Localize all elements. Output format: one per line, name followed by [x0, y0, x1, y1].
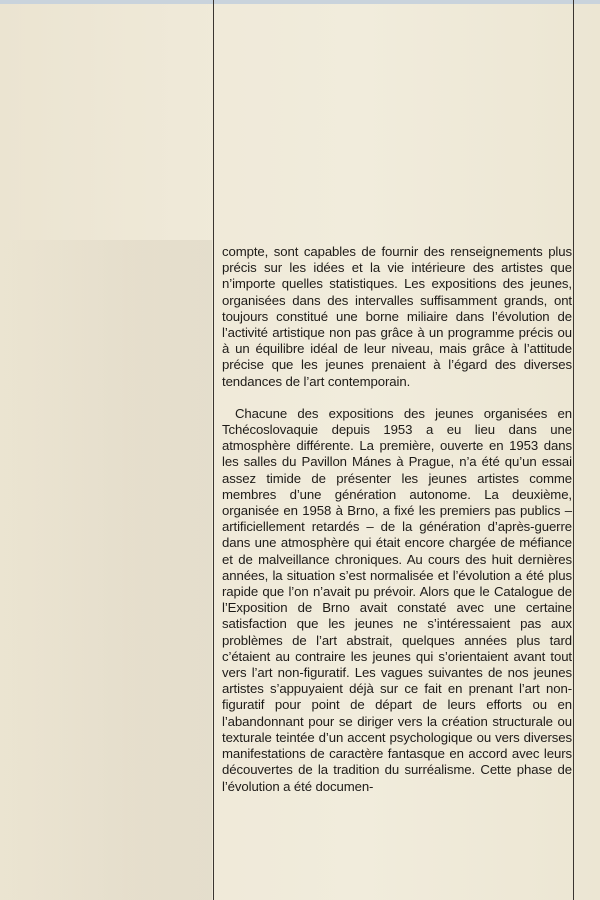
show-through-area — [0, 240, 212, 900]
paragraph-1: compte, sont capables de fournir des renseignements plus précis sur les idées et la vie intérieure des artistes que n’importe quelles statistiques. Les expositions des jeunes, organisées dans des intervalles suffisamment grands, ont toujours constitué une borne miliaire dans l’évolution de l’activité artistique non pas grâce à un programme précis ou à un équilibre idéal de leur niveau, mais grâce à l’attitude précise que les jeunes prenaient à l’égard des diverses tendances de l’art contemporain. — [222, 244, 572, 389]
column-rule-left — [213, 0, 214, 900]
page-top-edge — [0, 0, 600, 4]
paragraph-2: Chacune des expositions des jeunes organisées en Tchécoslovaquie depuis 1953 a eu lieu dans une atmosphère différente. La première, ouverte en 1953 dans les salles du Pavillon Mánes à Prague, n’a été qu’un essai assez timide de présenter les jeunes artistes comme membres d’une génération autonome. La deuxième, organisée en 1958 à Brno, a fixé les premiers pas publics – artificiellement retardés – de la génération d’après-guerre dans une atmosphère qui était encore chargée de méfiance et de malveillance chroniques. Au cours des huit dernières années, la situation s’est normalisée et l’évolution a été plus rapide que l’on n’avait pu prévoir. Alors que le Catalogue de l’Exposition de Brno avait constaté avec une certaine satisfaction que les jeunes ne s’intéressaient pas aux problèmes de l’art abstrait, quelques années plus tard c’étaient au contraire les jeunes qui s’orientaient avant tout vers l’art non-figuratif. Les vagues suivantes de nos jeunes artistes s’appuyaient déjà sur ce fait en prenant l’art non-figuratif pour point de départ de leurs efforts ou en l’abandonnant pour se diriger vers la création structurale ou texturale teintée d’un accent psychologique ou vers diverses manifestations de caractère fantasque en accord avec leurs découvertes de la tradition du surréalisme. Cette phase de l’évolution a été documen- — [222, 405, 572, 794]
text-column — [222, 244, 572, 795]
column-rule-right — [573, 0, 574, 900]
